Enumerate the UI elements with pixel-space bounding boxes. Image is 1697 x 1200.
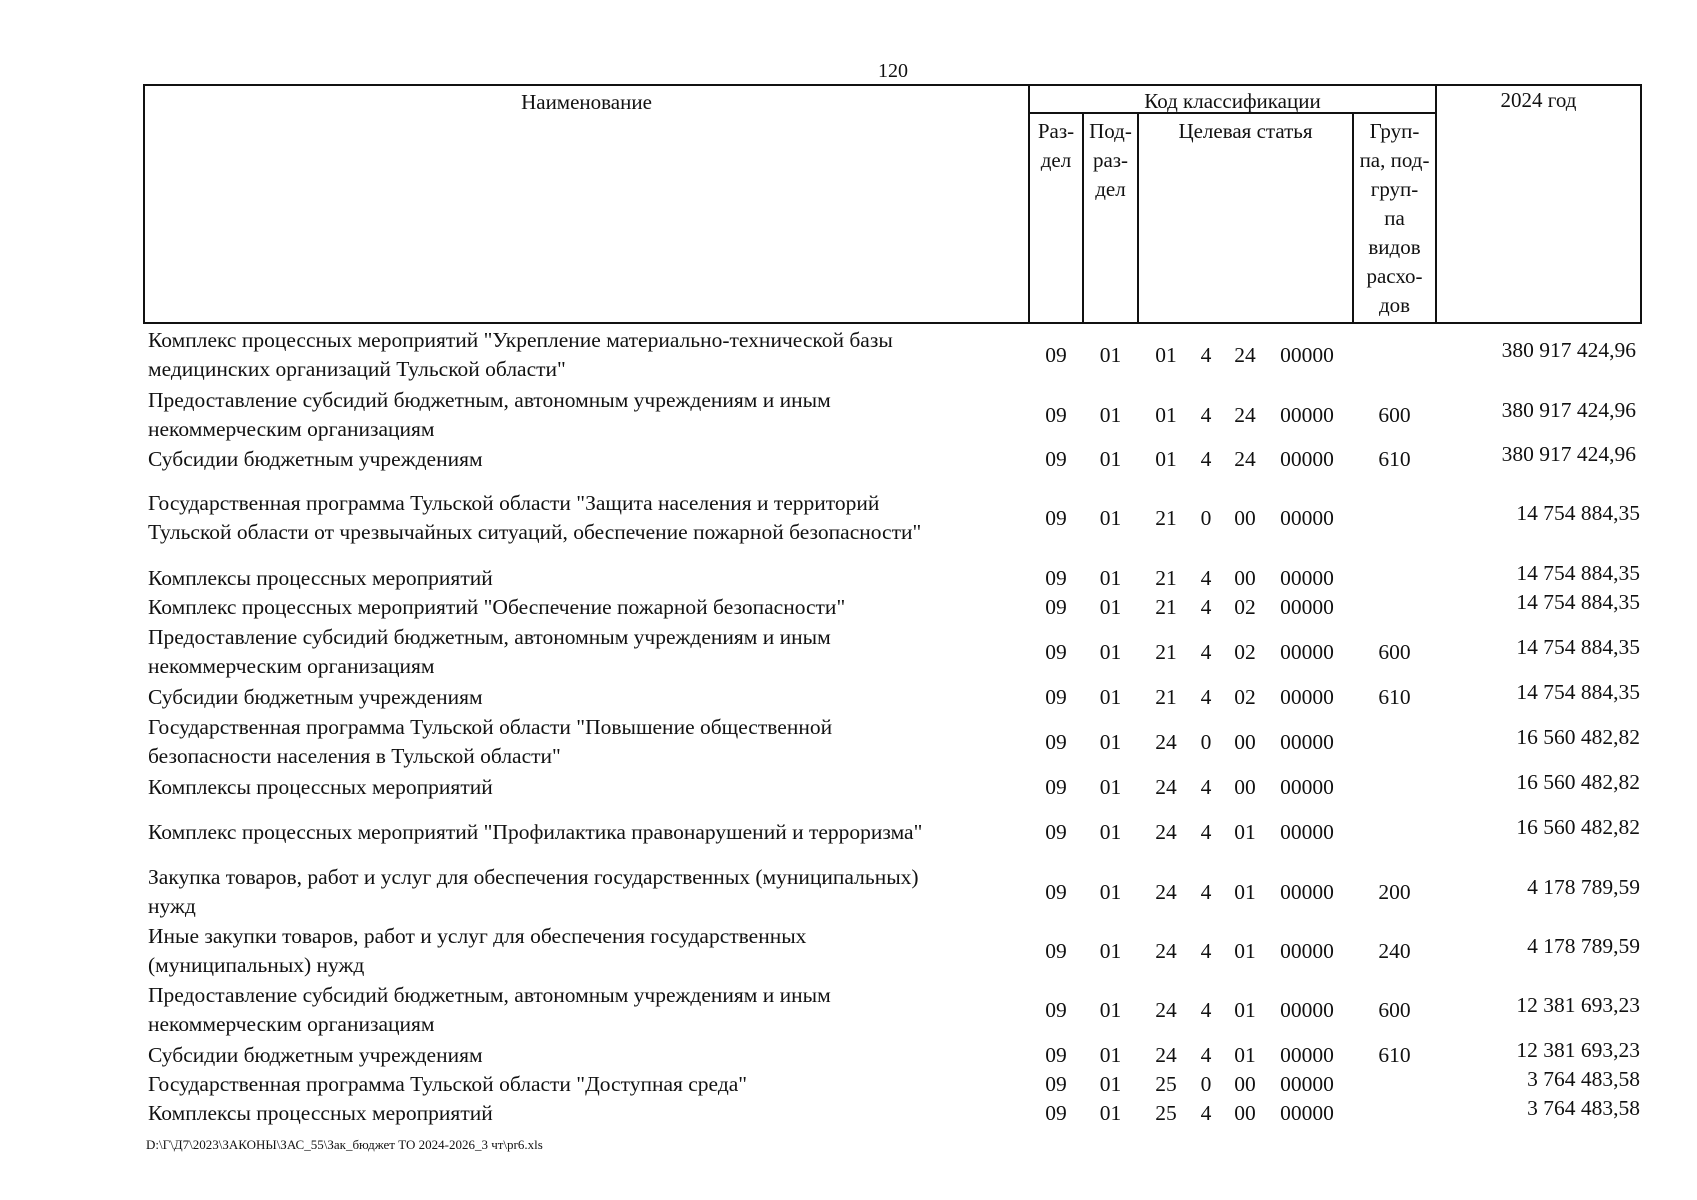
- row-code-c4: 00000: [1280, 820, 1334, 844]
- row-name: Комплексы процессных мероприятий: [148, 1100, 493, 1125]
- row-code-c4: 00000: [1280, 775, 1334, 799]
- row-name: Комплекс процессных мероприятий "Обеспечение пожарной безопасности": [148, 594, 846, 619]
- row-amount: 380 917 424,96: [1501, 442, 1636, 466]
- row-code-pr: 01: [1099, 820, 1122, 844]
- row-code-c2: 4: [1200, 939, 1212, 963]
- header-name: Наименование: [521, 90, 652, 114]
- row-code-c1: 24: [1155, 939, 1177, 963]
- row-code-c4: 00000: [1280, 506, 1334, 530]
- row-name: Государственная программа Тульской области "Защита населения и территорий Тульской области от чрезвычайных ситуаций, обеспечение пожарной безопасности": [148, 491, 922, 544]
- row-code-c3: 01: [1234, 820, 1256, 844]
- row-code-c2: 4: [1200, 640, 1212, 664]
- row-code-c3: 02: [1234, 640, 1256, 664]
- row-code-vr: 610: [1378, 447, 1411, 471]
- row-name: Предоставление субсидий бюджетным, автономным учреждениям и иным некоммерческим организациям: [148, 388, 831, 441]
- row-code-vr: 610: [1378, 685, 1411, 709]
- row-name: Комплекс процессных мероприятий "Профилактика правонарушений и терроризма": [148, 819, 923, 844]
- row-code-pr: 01: [1099, 1101, 1122, 1125]
- row-code-c3: 00: [1234, 1072, 1256, 1096]
- row-code-vr: 240: [1378, 939, 1411, 963]
- row-code-c2: 4: [1200, 820, 1212, 844]
- row-amount: 3 764 483,58: [1527, 1067, 1640, 1091]
- row-code-c4: 00000: [1280, 1043, 1334, 1067]
- row-code-c3: 01: [1234, 880, 1256, 904]
- row-code-c3: 01: [1234, 1043, 1256, 1067]
- row-code-c3: 24: [1234, 343, 1256, 367]
- row-code-c1: 24: [1155, 1043, 1177, 1067]
- row-code-pr: 01: [1099, 775, 1122, 799]
- row-name: Комплексы процессных мероприятий: [148, 565, 493, 590]
- row-code-c1: 24: [1155, 880, 1177, 904]
- row-amount: 16 560 482,82: [1516, 815, 1640, 839]
- header-target: Целевая статья: [1178, 119, 1313, 143]
- row-code-pr: 01: [1099, 685, 1122, 709]
- row-amount: 14 754 884,35: [1516, 590, 1640, 614]
- row-code-pr: 01: [1099, 403, 1122, 427]
- row-code-pr: 01: [1099, 566, 1122, 590]
- row-name: Комплексы процессных мероприятий: [148, 774, 493, 799]
- row-name: Субсидии бюджетным учреждениям: [148, 446, 483, 471]
- row-code-pr: 01: [1099, 1043, 1122, 1067]
- row-code-c2: 0: [1200, 1072, 1212, 1096]
- row-code-rz: 09: [1045, 1043, 1067, 1067]
- row-code-c4: 00000: [1280, 730, 1334, 754]
- row-code-c1: 24: [1155, 775, 1177, 799]
- header-razdel: Раз- дел: [1037, 119, 1075, 172]
- row-code-c2: 4: [1200, 685, 1212, 709]
- row-code-vr: 600: [1378, 403, 1411, 427]
- row-code-c4: 00000: [1280, 1101, 1334, 1125]
- row-amount: 380 917 424,96: [1501, 338, 1636, 362]
- row-code-c2: 0: [1200, 730, 1212, 754]
- row-code-c2: 4: [1200, 880, 1212, 904]
- row-code-rz: 09: [1045, 447, 1067, 471]
- row-code-rz: 09: [1045, 640, 1067, 664]
- row-code-c2: 4: [1200, 566, 1212, 590]
- row-amount: 16 560 482,82: [1516, 770, 1640, 794]
- row-code-c2: 4: [1200, 447, 1212, 471]
- page-number: 120: [878, 60, 908, 82]
- row-code-c1: 21: [1155, 640, 1177, 664]
- row-code-rz: 09: [1045, 343, 1067, 367]
- row-code-c4: 00000: [1280, 343, 1334, 367]
- row-code-pr: 01: [1099, 1072, 1122, 1096]
- row-code-vr: 600: [1378, 640, 1411, 664]
- row-code-rz: 09: [1045, 595, 1067, 619]
- row-amount: 14 754 884,35: [1516, 501, 1640, 525]
- row-amount: 14 754 884,35: [1516, 635, 1640, 659]
- row-amount: 12 381 693,23: [1516, 993, 1640, 1017]
- row-name: Государственная программа Тульской области "Доступная среда": [148, 1071, 748, 1096]
- row-amount: 4 178 789,59: [1527, 875, 1640, 899]
- row-code-c4: 00000: [1280, 939, 1334, 963]
- header-code: Код классификации: [1144, 89, 1321, 113]
- row-code-rz: 09: [1045, 775, 1067, 799]
- row-code-c3: 24: [1234, 403, 1256, 427]
- row-name: Субсидии бюджетным учреждениям: [148, 1042, 483, 1067]
- row-code-c1: 01: [1155, 447, 1177, 471]
- file-path-footer: D:\Г\Д7\2023\ЗАКОНЫ\ЗАС_55\Зак_бюджет ТО 2024-2026_3 чт\pr6.xls: [146, 1137, 543, 1152]
- row-amount: 380 917 424,96: [1501, 398, 1636, 422]
- row-code-c1: 21: [1155, 506, 1177, 530]
- row-name: Комплекс процессных мероприятий "Укрепление материально-технической базы медицинских организаций Тульской области": [148, 328, 893, 381]
- row-code-c2: 4: [1200, 775, 1212, 799]
- row-code-c3: 00: [1234, 730, 1256, 754]
- row-code-c1: 25: [1155, 1072, 1177, 1096]
- row-code-c1: 24: [1155, 820, 1177, 844]
- row-code-rz: 09: [1045, 685, 1067, 709]
- row-code-rz: 09: [1045, 506, 1067, 530]
- header-col-divider: [1435, 84, 1437, 324]
- row-code-rz: 09: [1045, 939, 1067, 963]
- row-code-c2: 4: [1200, 343, 1212, 367]
- row-code-c3: 00: [1234, 566, 1256, 590]
- row-code-rz: 09: [1045, 998, 1067, 1022]
- row-code-c4: 00000: [1280, 595, 1334, 619]
- header-left-border: [143, 84, 145, 324]
- row-name: Иные закупки товаров, работ и услуг для обеспечения государственных (муниципальных) нужд: [148, 924, 807, 977]
- row-amount: 12 381 693,23: [1516, 1038, 1640, 1062]
- row-code-c1: 25: [1155, 1101, 1177, 1125]
- row-name: Субсидии бюджетным учреждениям: [148, 684, 483, 709]
- row-code-c4: 00000: [1280, 403, 1334, 427]
- row-code-c4: 00000: [1280, 1072, 1334, 1096]
- row-code-c4: 00000: [1280, 447, 1334, 471]
- row-amount: 4 178 789,59: [1527, 934, 1640, 958]
- row-amount: 14 754 884,35: [1516, 561, 1640, 585]
- row-code-rz: 09: [1045, 820, 1067, 844]
- header-year: 2024 год: [1500, 88, 1577, 112]
- header-top-border: [143, 84, 1642, 86]
- header-right-border: [1640, 84, 1642, 324]
- row-code-pr: 01: [1099, 880, 1122, 904]
- row-code-vr: 610: [1378, 1043, 1411, 1067]
- row-code-pr: 01: [1099, 343, 1122, 367]
- row-amount: 14 754 884,35: [1516, 680, 1640, 704]
- row-code-c1: 24: [1155, 730, 1177, 754]
- row-code-c1: 21: [1155, 595, 1177, 619]
- header-podrazdel: Под- раз- дел: [1089, 119, 1132, 201]
- row-code-c4: 00000: [1280, 640, 1334, 664]
- row-code-rz: 09: [1045, 1101, 1067, 1125]
- row-code-vr: 200: [1378, 880, 1411, 904]
- row-code-rz: 09: [1045, 566, 1067, 590]
- row-code-pr: 01: [1099, 595, 1122, 619]
- row-code-c2: 4: [1200, 1043, 1212, 1067]
- row-code-c1: 24: [1155, 998, 1177, 1022]
- row-code-c4: 00000: [1280, 566, 1334, 590]
- header-group: Груп- па, под- груп- па видов расхо- дов: [1359, 119, 1430, 317]
- row-code-rz: 09: [1045, 730, 1067, 754]
- row-code-c1: 01: [1155, 343, 1177, 367]
- row-name: Закупка товаров, работ и услуг для обеспечения государственных (муниципальных) нужд: [148, 865, 919, 918]
- row-code-c3: 00: [1234, 1101, 1256, 1125]
- row-code-c2: 4: [1200, 595, 1212, 619]
- row-code-c4: 00000: [1280, 880, 1334, 904]
- row-code-c2: 0: [1200, 506, 1212, 530]
- row-code-pr: 01: [1099, 506, 1122, 530]
- header-bottom-border: [143, 322, 1642, 324]
- row-code-c3: 02: [1234, 595, 1256, 619]
- row-code-c3: 00: [1234, 775, 1256, 799]
- row-code-c2: 4: [1200, 1101, 1212, 1125]
- row-code-c1: 21: [1155, 685, 1177, 709]
- row-code-rz: 09: [1045, 880, 1067, 904]
- row-code-pr: 01: [1099, 640, 1122, 664]
- row-amount: 16 560 482,82: [1516, 725, 1640, 749]
- row-amount: 3 764 483,58: [1527, 1096, 1640, 1120]
- row-code-rz: 09: [1045, 1072, 1067, 1096]
- row-code-pr: 01: [1099, 730, 1122, 754]
- row-code-vr: 600: [1378, 998, 1411, 1022]
- row-code-c3: 01: [1234, 939, 1256, 963]
- row-code-c3: 00: [1234, 506, 1256, 530]
- row-code-c1: 01: [1155, 403, 1177, 427]
- row-code-c4: 00000: [1280, 998, 1334, 1022]
- row-code-c3: 02: [1234, 685, 1256, 709]
- row-name: Предоставление субсидий бюджетным, автономным учреждениям и иным некоммерческим организациям: [148, 625, 831, 678]
- row-code-c3: 01: [1234, 998, 1256, 1022]
- row-code-c2: 4: [1200, 998, 1212, 1022]
- row-name: Предоставление субсидий бюджетным, автономным учреждениям и иным некоммерческим организациям: [148, 983, 831, 1036]
- row-code-c3: 24: [1234, 447, 1256, 471]
- row-code-pr: 01: [1099, 998, 1122, 1022]
- row-code-rz: 09: [1045, 403, 1067, 427]
- row-code-pr: 01: [1099, 939, 1122, 963]
- row-code-pr: 01: [1099, 447, 1122, 471]
- row-code-c1: 21: [1155, 566, 1177, 590]
- row-code-c4: 00000: [1280, 685, 1334, 709]
- row-name: Государственная программа Тульской области "Повышение общественной безопасности населения в Тульской области": [148, 715, 833, 768]
- row-code-c2: 4: [1200, 403, 1212, 427]
